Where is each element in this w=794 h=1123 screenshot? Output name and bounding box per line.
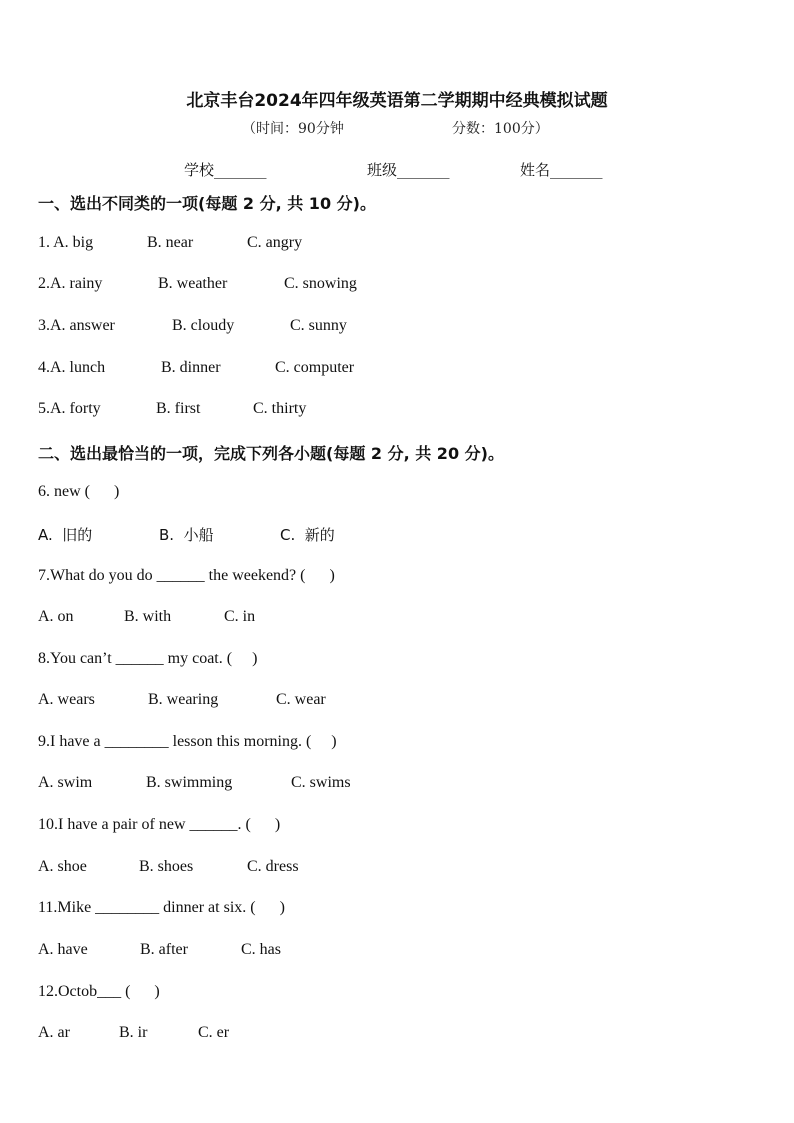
- question-2-c: C. snowing: [284, 275, 357, 292]
- question-9-option-c: C. swims: [291, 774, 351, 791]
- question-4-b: B. dinner: [161, 359, 221, 376]
- section-1-heading: 一、选出不同类的一项(每题 2 分, 共 10 分)。: [38, 194, 376, 213]
- question-7-option-b: B. with: [124, 608, 172, 625]
- question-1-a: 1. A. big: [38, 234, 94, 251]
- question-1-c: C. angry: [247, 234, 303, 251]
- question-4-c: C. computer: [275, 359, 355, 376]
- question-2-a: 2.A. rainy: [38, 275, 103, 292]
- question-1-b: B. near: [147, 234, 194, 251]
- question-2-b: B. weather: [158, 275, 228, 292]
- question-3-b: B. cloudy: [172, 317, 235, 334]
- question-12-option-a: A. ar: [38, 1024, 70, 1041]
- question-7-stem: 7.What do you do ______ the weekend? ( ): [38, 567, 335, 584]
- question-6-option-b: B. 小船: [159, 526, 214, 544]
- question-8-option-a: A. wears: [38, 691, 95, 708]
- section-2-heading: 二、选出最恰当的一项，完成下列各小题(每题 2 分, 共 20 分)。: [38, 444, 504, 463]
- question-10-option-c: C. dress: [247, 858, 299, 875]
- exam-time: （时间：90分钟: [242, 121, 344, 137]
- school-field: 学校_______: [184, 161, 267, 179]
- question-12-option-c: C. er: [198, 1024, 230, 1041]
- question-5-c: C. thirty: [253, 400, 307, 417]
- question-8-option-c: C. wear: [276, 691, 326, 708]
- question-3-c: C. sunny: [290, 317, 347, 334]
- name-field: 姓名_______: [520, 161, 603, 179]
- question-11-option-c: C. has: [241, 941, 281, 958]
- question-7-option-a: A. on: [38, 608, 74, 625]
- question-7-option-c: C. in: [224, 608, 256, 625]
- question-4-a: 4.A. lunch: [38, 359, 106, 376]
- question-10-option-a: A. shoe: [38, 858, 87, 875]
- question-5-b: B. first: [156, 400, 201, 417]
- question-9-stem: 9.I have a ________ lesson this morning. ( ): [38, 733, 337, 750]
- question-10-option-b: B. shoes: [139, 858, 194, 875]
- question-9-option-b: B. swimming: [146, 774, 233, 791]
- question-6-stem: 6. new ( ): [38, 483, 120, 500]
- question-9-option-a: A. swim: [38, 774, 93, 791]
- question-10-stem: 10.I have a pair of new ______. ( ): [38, 816, 281, 833]
- question-8-stem: 8.You can’t ______ my coat. ( ): [38, 650, 258, 667]
- question-6-option-a: A. 旧的: [38, 526, 93, 544]
- page-title: 北京丰台2024年四年级英语第二学期期中经典模拟试题: [186, 91, 608, 111]
- question-6-option-c: C. 新的: [280, 526, 335, 544]
- question-5-a: 5.A. forty: [38, 400, 101, 417]
- question-3-a: 3.A. answer: [38, 317, 115, 334]
- question-11-stem: 11.Mike ________ dinner at six. ( ): [38, 899, 285, 916]
- question-11-option-a: A. have: [38, 941, 88, 958]
- question-12-option-b: B. ir: [119, 1024, 148, 1041]
- question-11-option-b: B. after: [140, 941, 188, 958]
- question-8-option-b: B. wearing: [148, 691, 219, 708]
- question-12-stem: 12.Octob___ ( ): [38, 983, 160, 1000]
- class-field: 班级_______: [367, 161, 450, 179]
- exam-score: 分数：100分）: [452, 121, 549, 137]
